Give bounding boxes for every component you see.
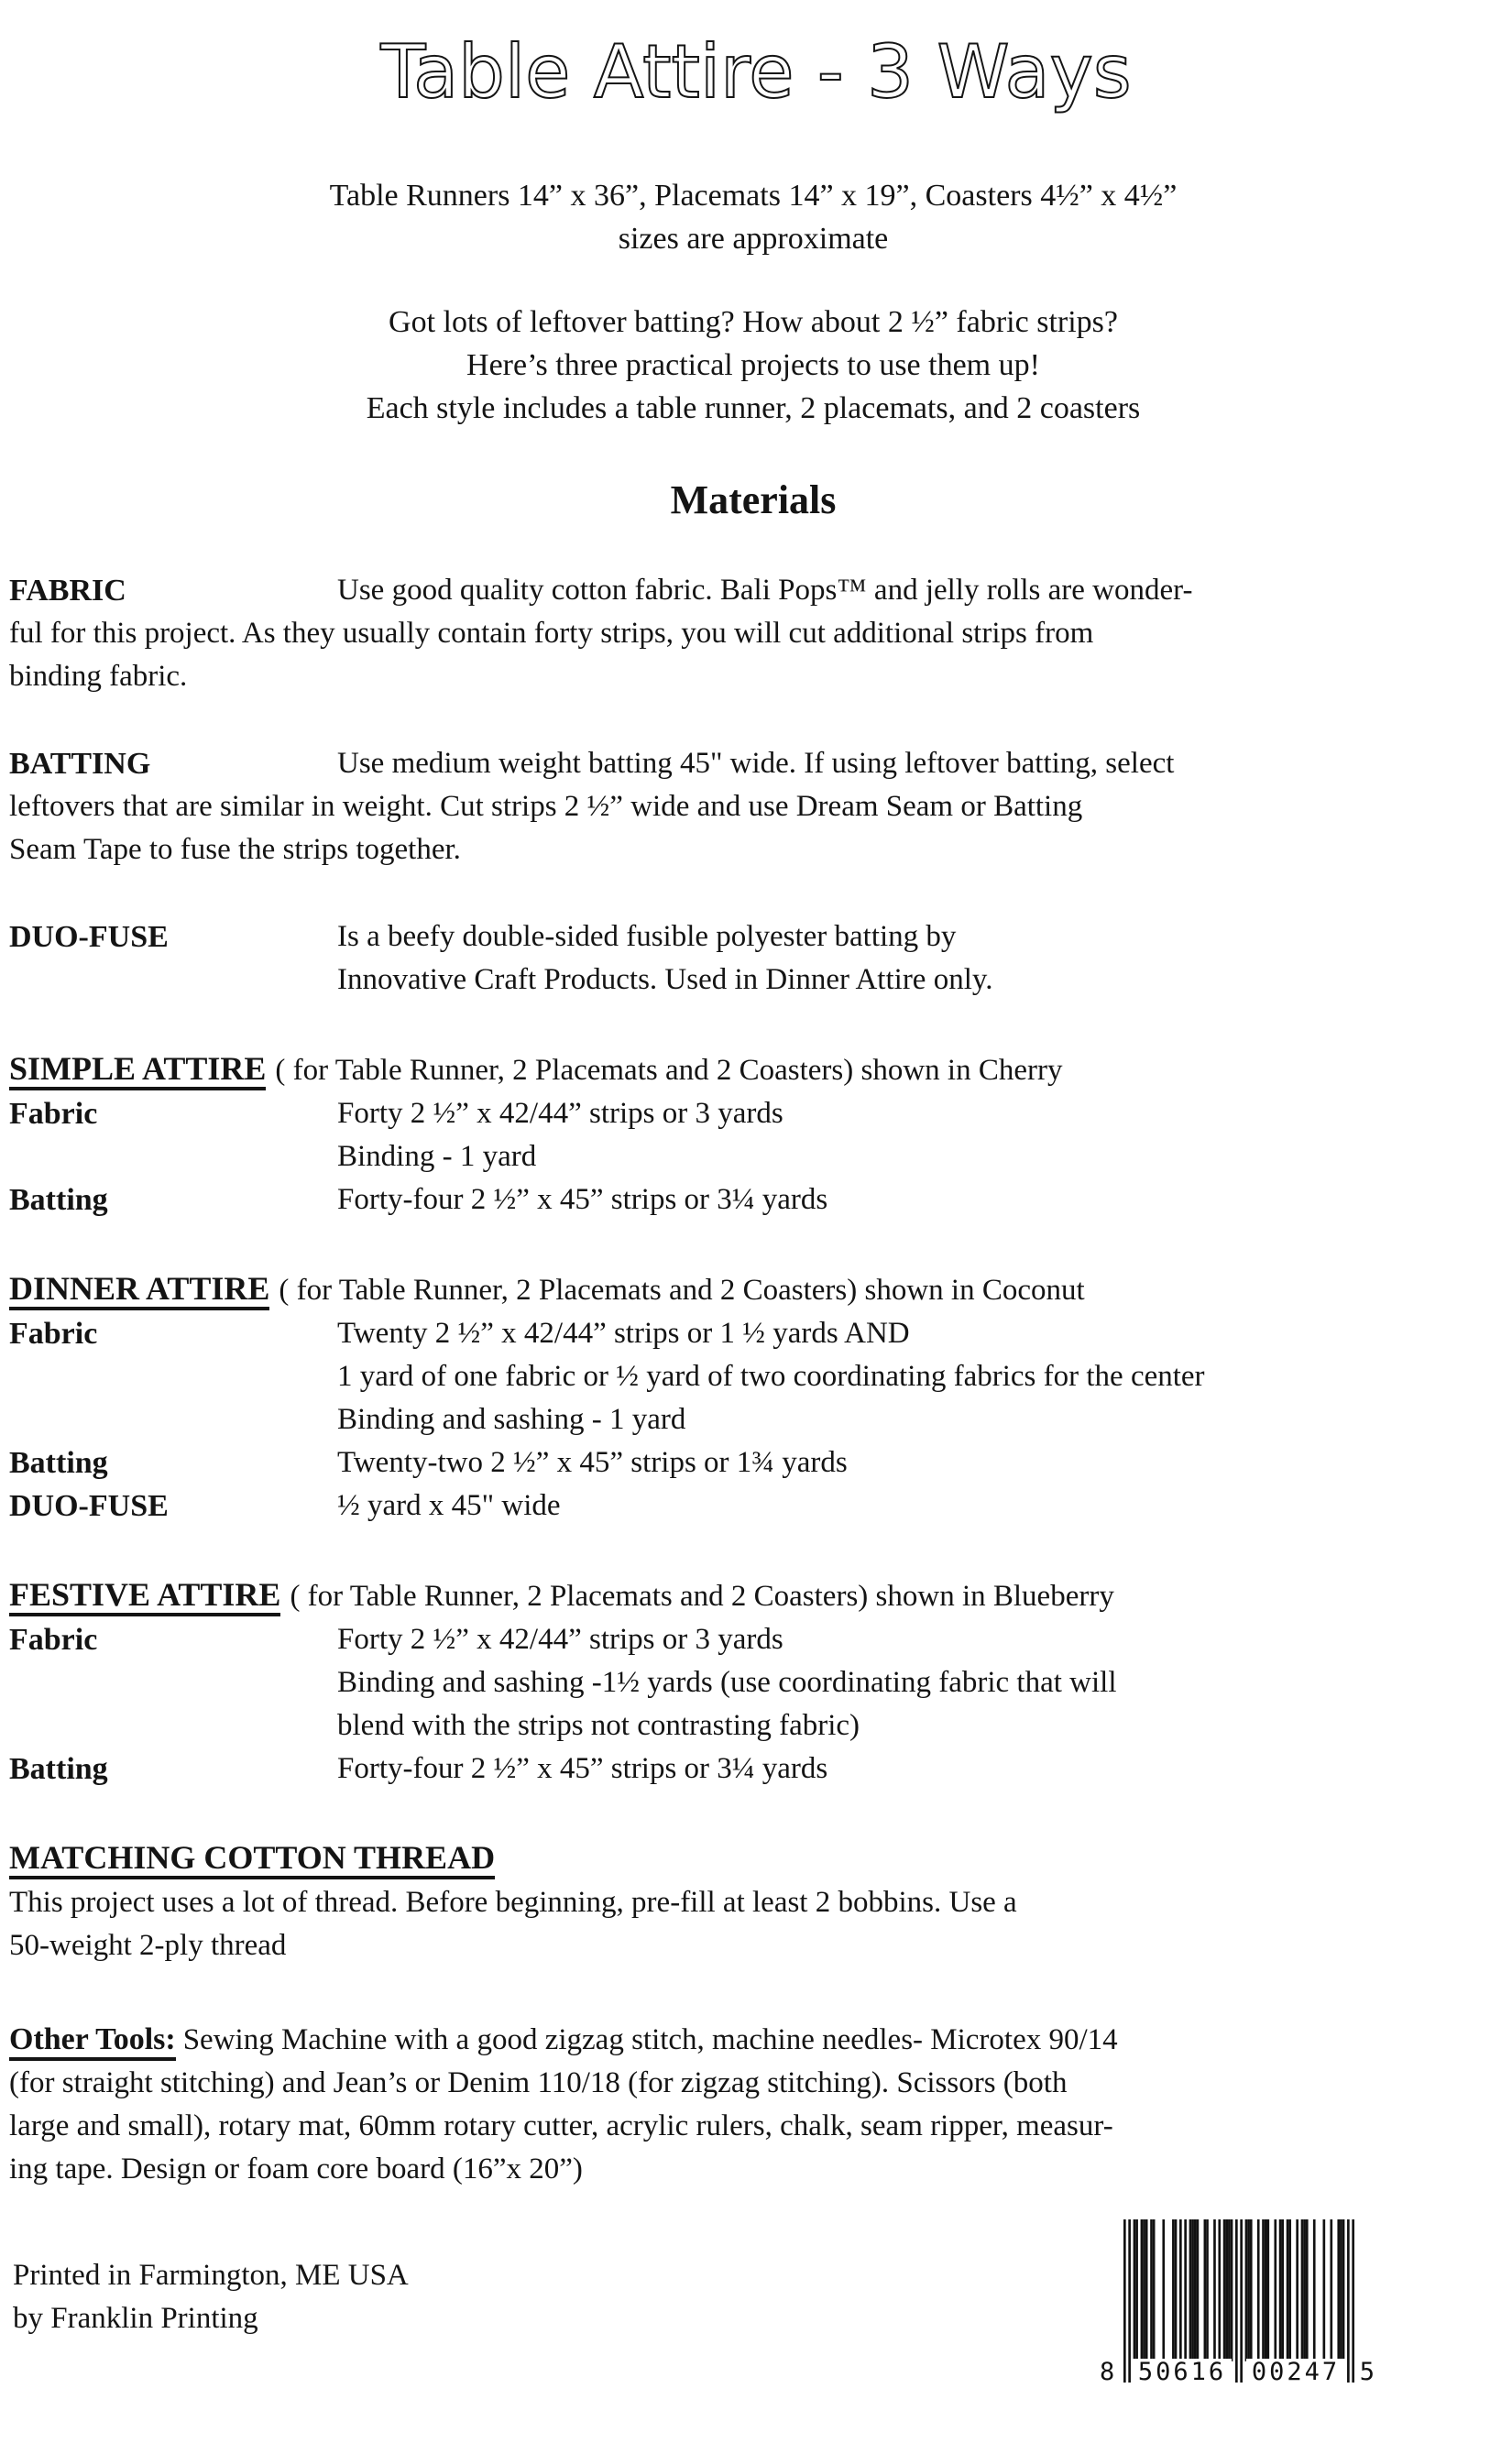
- page-title: [14, 15, 1498, 123]
- row-value-line: blend with the strips not contrasting fabric): [337, 1709, 860, 1742]
- row-label: Batting: [9, 1752, 108, 1786]
- festive-attire-title: FESTIVE ATTIRE: [9, 1576, 280, 1616]
- tools-text-line: Sewing Machine with a good zigzag stitch, machine needles- Microtex 90/14: [182, 2023, 1118, 2056]
- duo-fuse-text-line: Innovative Craft Products. Used in Dinner Attire only.: [337, 963, 993, 996]
- simple-attire-subtitle: ( for Table Runner, 2 Placemats and 2 Coasters) shown in Cherry: [275, 1054, 1063, 1087]
- dinner-attire-heading: [9, 1269, 1497, 1312]
- row-value-line: Twenty-two 2 ½” x 45” strips or 1¾ yards: [337, 1446, 848, 1479]
- size-summary-line: Table Runners 14” x 36”, Placemats 14” x 19”, Coasters 4½” x 4½”: [329, 179, 1178, 213]
- materials-row: [9, 1441, 1497, 1484]
- materials-row: [9, 1484, 1497, 1528]
- batting-text-line: Seam Tape to fuse the strips together.: [9, 833, 461, 866]
- page-title-text: Table Attire - 3 Ways: [380, 29, 1132, 115]
- batting-paragraph: [9, 742, 1497, 785]
- fabric-paragraph: [9, 569, 1497, 612]
- thread-heading: [9, 1838, 1497, 1881]
- printer-credit-line: Printed in Farmington, ME USA: [13, 2259, 409, 2292]
- fabric-text-line: Use good quality cotton fabric. Bali Pops™ and jelly rolls are wonder-: [337, 574, 1193, 607]
- duo-fuse-label: DUO-FUSE: [9, 920, 169, 954]
- simple-attire-title: SIMPLE ATTIRE: [9, 1050, 266, 1090]
- barcode-digit-group-left: 50616: [1133, 2359, 1232, 2386]
- tools-text-line: (for straight stitching) and Jean’s or Denim 110/18 (for zigzag stitching). Scissors (both: [9, 2066, 1068, 2099]
- barcode-digit-last: 5: [1359, 2358, 1375, 2386]
- row-value: [337, 1618, 1497, 1747]
- intro-blurb: [9, 301, 1497, 430]
- dinner-attire-subtitle: ( for Table Runner, 2 Placemats and 2 Coasters) shown in Coconut: [279, 1274, 1085, 1307]
- simple-attire-heading: [9, 1049, 1497, 1092]
- duo-fuse-paragraph: [9, 915, 1497, 1002]
- tools-text-line: ing tape. Design or foam core board (16”x 20”): [9, 2153, 583, 2186]
- section-simple-attire: [9, 1049, 1497, 1222]
- document-body: [0, 174, 1512, 2191]
- size-note-line: sizes are approximate: [618, 222, 889, 256]
- duo-fuse-text-line: Is a beefy double-sided fusible polyester batting by: [337, 920, 957, 953]
- row-label: Fabric: [9, 1623, 98, 1657]
- materials-row: [9, 1092, 1497, 1178]
- row-value: [337, 1178, 1497, 1222]
- row-value: [337, 1092, 1497, 1178]
- materials-row: [9, 1747, 1497, 1791]
- size-summary: [9, 174, 1497, 260]
- thread-text-line: This project uses a lot of thread. Before beginning, pre-fill at least 2 bobbins. Use a: [9, 1886, 1017, 1919]
- row-value-line: Binding - 1 yard: [337, 1140, 537, 1173]
- materials-heading: Materials: [670, 477, 837, 522]
- materials-row: [9, 1312, 1497, 1441]
- row-value-line: Forty 2 ½” x 42/44” strips or 3 yards: [337, 1623, 783, 1656]
- row-value: [337, 1747, 1497, 1791]
- upc-barcode: [1100, 2219, 1375, 2386]
- section-dinner-attire: [9, 1269, 1497, 1528]
- fabric-text-line: ful for this project. As they usually contain forty strips, you will cut additional strips from: [9, 617, 1094, 650]
- barcode-digit-first: 8: [1100, 2358, 1115, 2386]
- row-label: Batting: [9, 1446, 108, 1480]
- row-value-line: ½ yard x 45" wide: [337, 1489, 561, 1522]
- row-label: Fabric: [9, 1317, 98, 1351]
- batting-text-line: Use medium weight batting 45" wide. If using leftover batting, select: [337, 747, 1175, 780]
- intro-line: Each style includes a table runner, 2 placemats, and 2 coasters: [366, 391, 1141, 425]
- row-label: Fabric: [9, 1097, 98, 1131]
- row-label: Batting: [9, 1183, 108, 1217]
- fabric-text-line: binding fabric.: [9, 660, 188, 693]
- thread-title: MATCHING COTTON THREAD: [9, 1839, 495, 1879]
- section-other-tools: [9, 2019, 1497, 2191]
- tools-first-line: [9, 2019, 1497, 2062]
- duo-fuse-text: [337, 915, 1497, 1002]
- thread-text-line: 50-weight 2-ply thread: [9, 1929, 287, 1962]
- row-value-line: Forty 2 ½” x 42/44” strips or 3 yards: [337, 1097, 783, 1130]
- section-thread: [9, 1838, 1497, 1967]
- row-value-line: 1 yard of one fabric or ½ yard of two coordinating fabrics for the center: [337, 1360, 1205, 1393]
- festive-attire-subtitle: ( for Table Runner, 2 Placemats and 2 Coasters) shown in Blueberry: [290, 1580, 1114, 1613]
- row-value-line: Binding and sashing - 1 yard: [337, 1403, 686, 1436]
- printer-credit: [13, 2254, 409, 2340]
- row-value-line: Forty-four 2 ½” x 45” strips or 3¼ yards: [337, 1183, 828, 1216]
- intro-line: Got lots of leftover batting? How about 2 ½” fabric strips?: [389, 305, 1118, 339]
- festive-attire-heading: [9, 1575, 1497, 1618]
- tools-text-line: large and small), rotary mat, 60mm rotary cutter, acrylic rulers, chalk, seam ripper, measur-: [9, 2109, 1113, 2142]
- tools-title: Other Tools:: [9, 2022, 176, 2061]
- row-value-line: Twenty 2 ½” x 42/44” strips or 1 ½ yards AND: [337, 1317, 910, 1350]
- printer-credit-line: by Franklin Printing: [13, 2302, 258, 2335]
- row-value-line: Binding and sashing -1½ yards (use coordinating fabric that will: [337, 1666, 1117, 1699]
- row-value: [337, 1484, 1497, 1528]
- materials-row: [9, 1618, 1497, 1747]
- section-festive-attire: [9, 1575, 1497, 1791]
- batting-label: BATTING: [9, 747, 151, 781]
- row-value: [337, 1312, 1497, 1441]
- intro-line: Here’s three practical projects to use them up!: [466, 348, 1040, 382]
- dinner-attire-title: DINNER ATTIRE: [9, 1270, 269, 1310]
- row-label: DUO-FUSE: [9, 1489, 169, 1523]
- materials-row: [9, 1178, 1497, 1222]
- row-value: [337, 1441, 1497, 1484]
- fabric-label: FABRIC: [9, 574, 126, 608]
- barcode-digit-group-right: 00247: [1246, 2359, 1345, 2386]
- batting-text-line: leftovers that are similar in weight. Cut strips 2 ½” wide and use Dream Seam or Batting: [9, 790, 1083, 823]
- row-value-line: Forty-four 2 ½” x 45” strips or 3¼ yards: [337, 1752, 828, 1785]
- title-area: [0, 0, 1512, 130]
